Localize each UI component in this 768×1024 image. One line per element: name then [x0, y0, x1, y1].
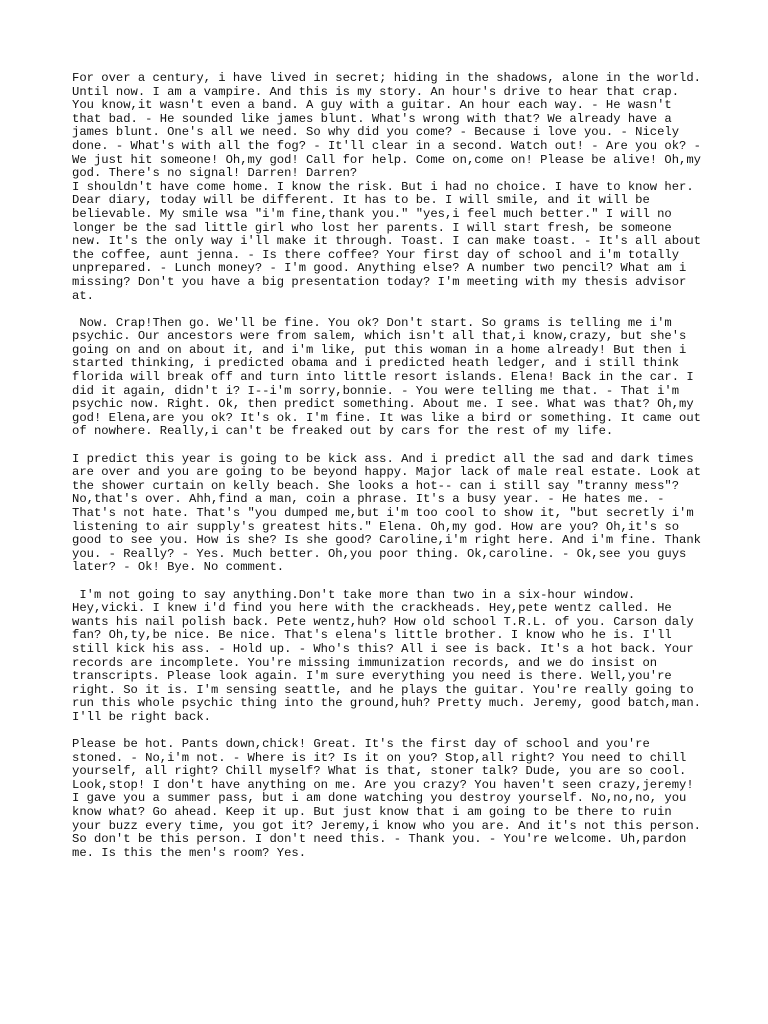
paragraph: For over a century, i have lived in secret; hiding in the shadows, alone in the world. Until now. I am a vampire. And this is my story. An hour's drive to hear that crap. You know,it wasn't even a band. A guy with a guitar. An hour each way. - He wasn't that bad. - He sounded like james blunt. What's wrong with that? We already have a james blunt. One's all we need. So why did you come? - Because i love you. - Nicely done. - What's with all the fog? - It'll clear in a second. Watch out! - Are you ok? - We just hit someone! Oh,my god! Call for help. Come on,come on! Please be alive! Oh,my god. There's no signal! Darren! Darren? I shouldn't have come home. I know the risk. But i had no choice. I have to know her. Dear diary, today will be different. It has to be. I will smile, and it will be believable. My smile wsa "i'm fine,thank you." "yes,i feel much better." I will no longer be the sad little girl who lost her parents. I will start fresh, be someone new. It's the only way i'll make it through. Toast. I can make toast. - It's all about the coffee, aunt jenna. - Is there coffee? Your first day of school and i'm totally unprepared. - Lunch money? - I'm good. Anything else? A number two pencil? What am i missing? Don't you have a big presentation today? I'm meeting with my thesis advisor at.: [72, 71, 701, 303]
paragraph: I'm not going to say anything.Don't take more than two in a six-hour window. Hey,vicki. I knew i'd find you here with the crackheads. Hey,pete wentz called. He wants his nail polish back. Pete wentz,huh? How old school T.R.L. of you. Carson daly fan? Oh,ty,be nice. Be nice. That's elena's little brother. I know who he is. I'll still kick his ass. - Hold up. - Who's this? All i see is back. It's a hot back. Your records are incomplete. You're missing immunization records, and we do insist on transcripts. Please look again. I'm sure everything you need is there. Well,you're right. So it is. I'm sensing seattle, and he plays the guitar. You're really going to run this whole psychic thing into the ground,huh? Pretty much. Jeremy, good batch,man. I'll be right back.: [72, 587, 709, 724]
paragraph: I predict this year is going to be kick ass. And i predict all the sad and dark times are over and you are going to be beyond happy. Major lack of male real estate. Look at the shower curtain on kelly beach. She looks a hot-- can i still say "tranny mess"? No,that's over. Ahh,find a man, coin a phrase. It's a busy year. - He hates me. - That's not hate. That's "you dumped me,but i'm too cool to show it, "but secretly i'm listening to air supply's greatest hits." Elena. Oh,my god. How are you? Oh,it's so good to see you. How is she? Is she good? Caroline,i'm right here. And i'm fine. Thank you. - Really? - Yes. Much better. Oh,you poor thing. Ok,caroline. - Ok,see you guys later? - Ok! Bye. No comment.: [72, 451, 709, 575]
paragraph: Now. Crap!Then go. We'll be fine. You ok? Don't start. So grams is telling me i'm psychic. Our ancestors were from salem, which isn't all that,i know,crazy, but she's going on and on about it, and i'm like, put this woman in a home already! But then i started thinking, i predicted obama and i predicted heath ledger, and i still think florida will break off and turn into little resort islands. Elena! Back in the car. I did it again, didn't i? I--i'm sorry,bonnie. - You were telling me that. - That i'm psychic now. Right. Ok, then predict something. About me. I see. What was that? Oh,my god! Elena,are you ok? It's ok. I'm fine. It was like a bird or something. It came out of nowhere. Really,i can't be freaked out by cars for the rest of my life.: [72, 315, 709, 439]
paragraph: Please be hot. Pants down,chick! Great. It's the first day of school and you're stoned. - No,i'm not. - Where is it? Is it on you? Stop,all right? You need to chill yourself, all right? Chill myself? What is that, stoner talk? Dude, you are so cool. Look,stop! I don't have anything on me. Are you crazy? You haven't seen crazy,jeremy! I gave you a summer pass, but i am done watching you destroy yourself. No,no,no, you know what? Go ahead. Keep it up. But just know that i am going to be there to ruin your buzz every time, you got it? Jeremy,i know who you are. And it's not this person. So don't be this person. I don't need this. - Thank you. - You're welcome. Uh,pardon me. Is this the men's room? Yes.: [72, 737, 709, 860]
document-page: [72, 71, 709, 874]
